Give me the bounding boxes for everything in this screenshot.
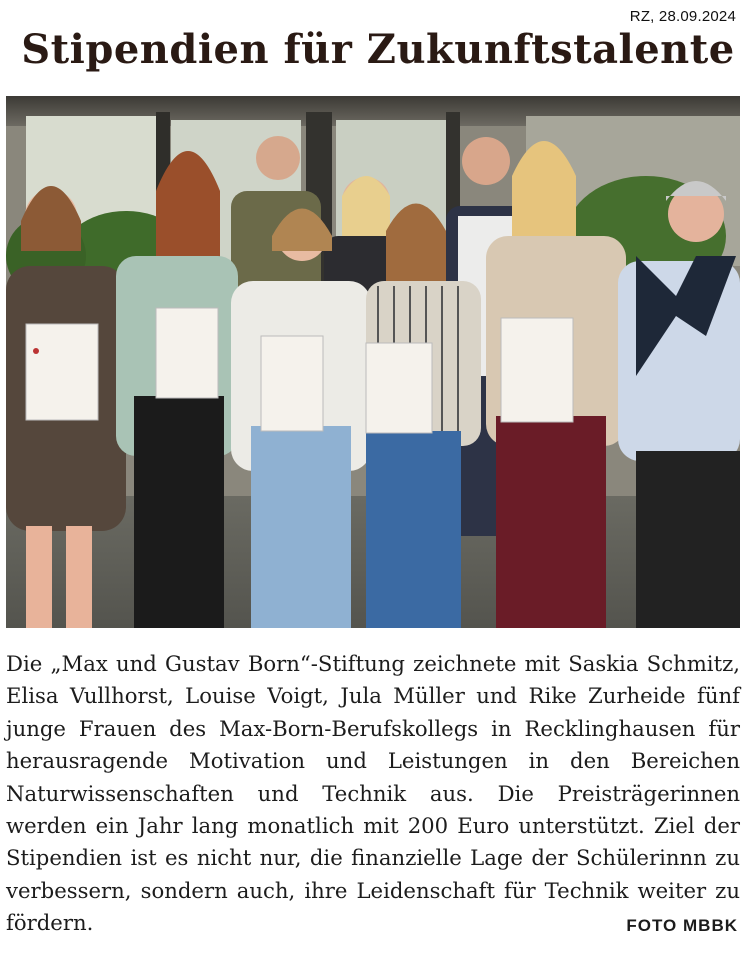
photo-caption: Die „Max und Gustav Born“-Stiftung zeichnete mit Saskia Schmitz, Elisa Vullhorst, Louise Voigt, Jula Müller und Rike Zurheide fünf junge Frauen des Max-Born-Berufskollegs in Recklinghausen für herausragende Motivation und Leistungen in den Bereichen Naturwissenschaften und Technik aus. Die Preisträgerinnen werden ein Jahr lang monatlich mit 200 Euro unterstützt. Ziel der Stipendien ist es nicht nur, die finanzielle Lage der Schülerinnn zu verbessern, sondern auch, ihre Leidenschaft für Technik weiter zu fördern. (6, 651, 740, 936)
photo-credit: FOTO MBBK (626, 916, 738, 935)
group-photo (6, 96, 740, 628)
article-headline: Stipendien für Zukunftstalente (21, 26, 735, 73)
source-date-line: RZ, 28.09.2024 (629, 8, 736, 25)
